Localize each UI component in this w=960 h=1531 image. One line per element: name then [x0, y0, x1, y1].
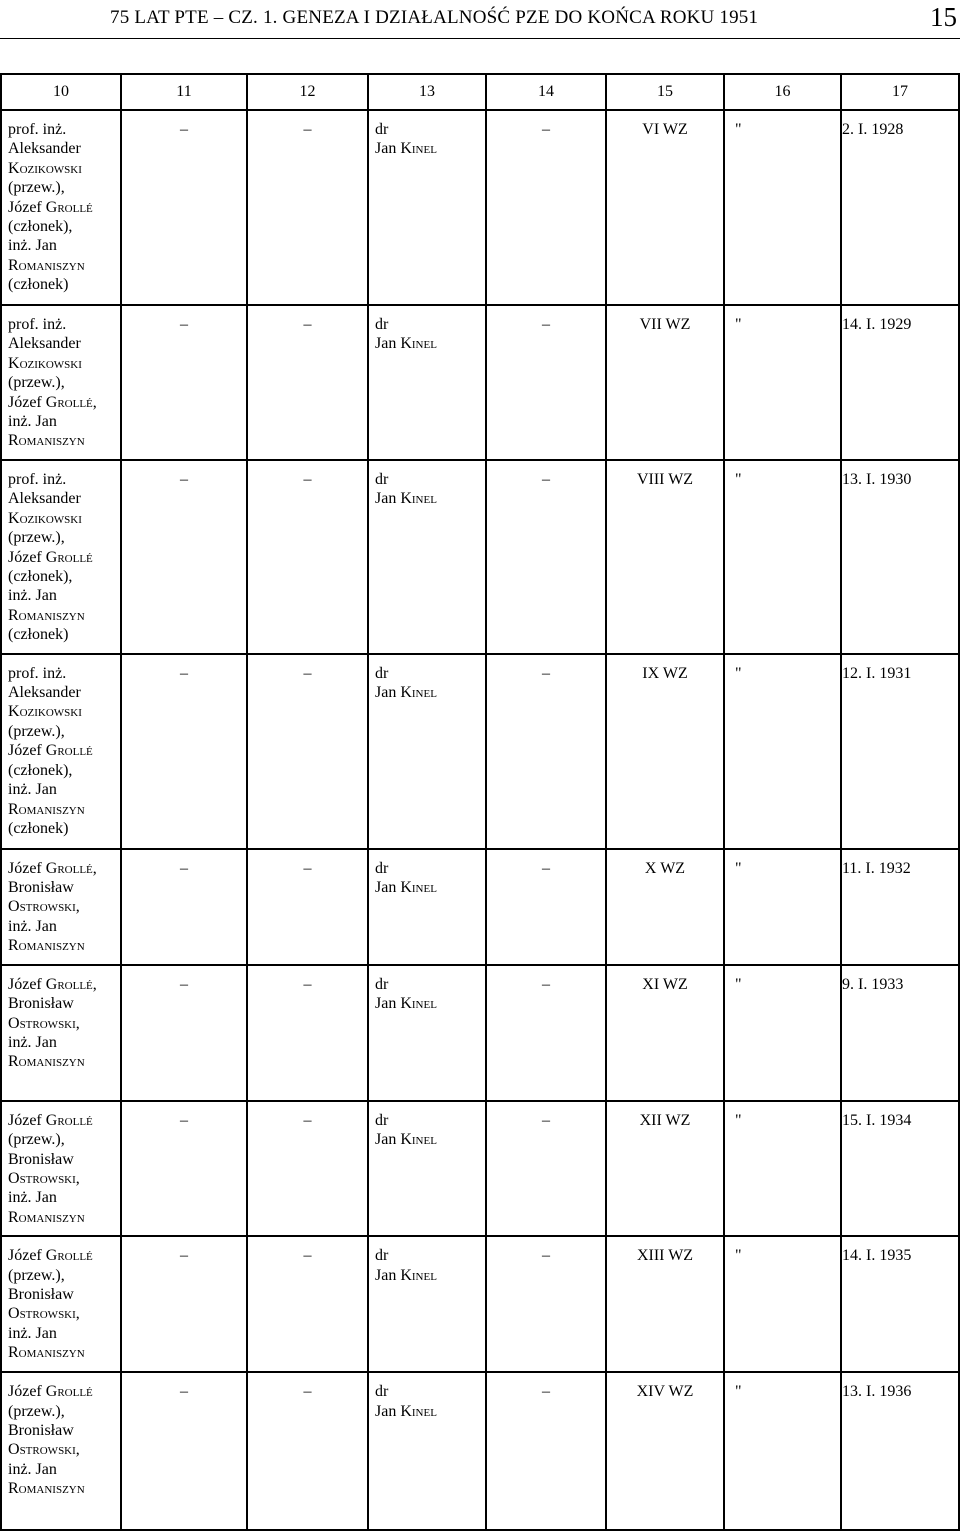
table-row: [1, 460, 959, 654]
cell-line: (członek),: [8, 218, 73, 236]
dash-cell: –: [486, 654, 606, 849]
column-header: 17: [841, 74, 959, 110]
board-members-cell: [1, 654, 121, 849]
cell-line: Romaniszyn: [8, 1344, 85, 1362]
dash-cell: –: [121, 305, 247, 460]
dash-cell: –: [486, 1101, 606, 1236]
cell-line: Kozikowski: [8, 509, 82, 527]
ditto-cell: ": [724, 654, 841, 849]
ditto-cell: ": [724, 305, 841, 460]
cell-line: Ostrowski,: [8, 1169, 80, 1187]
date-cell: 11. I. 1932: [841, 849, 959, 965]
cell-line: inż. Jan: [8, 413, 57, 431]
column-header: 10: [1, 74, 121, 110]
person-cell: [368, 305, 486, 460]
date-cell: 12. I. 1931: [841, 654, 959, 849]
board-members-cell: [1, 849, 121, 965]
cell-line: Aleksander: [8, 490, 81, 508]
dash-cell: –: [247, 1101, 368, 1236]
dash-cell: –: [247, 1236, 368, 1372]
cell-line: (członek): [8, 276, 69, 294]
cell-line: Bronisław: [8, 879, 74, 897]
cell-line: inż. Jan: [8, 587, 57, 605]
page-header: [0, 0, 960, 39]
cell-line: Józef Grollé: [8, 1111, 93, 1129]
board-members-cell: [1, 460, 121, 654]
dash-cell: –: [121, 1236, 247, 1372]
ditto-cell: ": [724, 1101, 841, 1236]
cell-line: dr: [375, 859, 389, 877]
cell-line: Kozikowski: [8, 159, 82, 177]
dash-cell: –: [486, 305, 606, 460]
person-cell: [368, 1101, 486, 1236]
cell-line: Ostrowski,: [8, 1014, 80, 1032]
cell-line: Jan Kinel: [375, 995, 437, 1013]
meeting-cell: VII WZ: [606, 305, 724, 460]
ditto-cell: ": [724, 460, 841, 654]
dash-cell: –: [121, 849, 247, 965]
cell-line: Romaniszyn: [8, 800, 85, 818]
cell-line: Aleksander: [8, 140, 81, 158]
dash-cell: –: [121, 1101, 247, 1236]
person-cell: [368, 965, 486, 1101]
cell-line: dr: [375, 471, 389, 488]
board-members-cell: [1, 110, 121, 305]
cell-line: Romaniszyn: [8, 432, 85, 450]
person-cell: [368, 849, 486, 965]
cell-line: Romaniszyn: [8, 937, 85, 955]
dash-cell: –: [121, 965, 247, 1101]
date-cell: 13. I. 1930: [841, 460, 959, 654]
ditto-cell: ": [724, 849, 841, 965]
table-row: [1, 965, 959, 1101]
cell-line: (przew.),: [8, 374, 65, 392]
meeting-cell: XII WZ: [606, 1101, 724, 1236]
cell-line: Romaniszyn: [8, 1208, 85, 1226]
cell-line: dr: [375, 121, 389, 138]
column-header: 14: [486, 74, 606, 110]
cell-line: inż. Jan: [8, 781, 57, 799]
cell-line: Józef Grollé,: [8, 975, 97, 993]
cell-line: Bronisław: [8, 1285, 74, 1303]
cell-line: Jan Kinel: [375, 1402, 437, 1420]
ditto-cell: ": [724, 965, 841, 1101]
cell-line: inż. Jan: [8, 1033, 57, 1051]
cell-line: Romaniszyn: [8, 606, 85, 624]
dash-cell: –: [486, 965, 606, 1101]
ditto-cell: ": [724, 1372, 841, 1530]
board-members-cell: [1, 1101, 121, 1236]
cell-line: Romaniszyn: [8, 1053, 85, 1071]
cell-line: dr: [375, 316, 389, 333]
table-header-row: [1, 74, 959, 110]
cell-line: Jan Kinel: [375, 335, 437, 353]
table-row: [1, 305, 959, 460]
dash-cell: –: [247, 965, 368, 1101]
dash-cell: –: [121, 110, 247, 305]
table-row: [1, 1236, 959, 1372]
cell-line: Jan Kinel: [375, 1131, 437, 1149]
cell-line: (przew.),: [8, 179, 65, 197]
cell-line: Bronisław: [8, 1150, 74, 1168]
cell-line: (członek): [8, 819, 69, 837]
column-header: 15: [606, 74, 724, 110]
dash-cell: –: [247, 1372, 368, 1530]
dash-cell: –: [247, 110, 368, 305]
date-cell: 14. I. 1935: [841, 1236, 959, 1372]
cell-line: Jan Kinel: [375, 1266, 437, 1284]
cell-line: Bronisław: [8, 995, 74, 1013]
board-members-cell: [1, 305, 121, 460]
table-row: [1, 110, 959, 305]
cell-line: inż. Jan: [8, 237, 57, 255]
table-row: [1, 1372, 959, 1530]
cell-line: inż. Jan: [8, 1324, 57, 1342]
ditto-cell: ": [724, 1236, 841, 1372]
dash-cell: –: [247, 460, 368, 654]
page-number: 15: [930, 2, 957, 32]
cell-line: (przew.),: [8, 722, 65, 740]
person-cell: [368, 654, 486, 849]
column-header: 11: [121, 74, 247, 110]
dash-cell: –: [247, 654, 368, 849]
cell-line: Aleksander: [8, 684, 81, 702]
meeting-cell: VIII WZ: [606, 460, 724, 654]
cell-line: (członek),: [8, 761, 73, 779]
cell-line: Aleksander: [8, 335, 81, 353]
column-header: 16: [724, 74, 841, 110]
meeting-cell: XI WZ: [606, 965, 724, 1101]
cell-line: Kozikowski: [8, 354, 82, 372]
cell-line: Bronisław: [8, 1421, 74, 1439]
dash-cell: –: [121, 1372, 247, 1530]
cell-line: Józef Grollé: [8, 1383, 93, 1401]
dash-cell: –: [121, 654, 247, 849]
date-cell: 15. I. 1934: [841, 1101, 959, 1236]
board-members-cell: [1, 965, 121, 1101]
cell-line: (przew.),: [8, 1402, 65, 1420]
column-header: 12: [247, 74, 368, 110]
data-table: [0, 73, 960, 1531]
person-cell: [368, 110, 486, 305]
cell-line: (członek): [8, 626, 69, 644]
dash-cell: –: [121, 460, 247, 654]
date-cell: 14. I. 1929: [841, 305, 959, 460]
cell-line: Józef Grollé: [8, 1247, 93, 1265]
cell-line: dr: [375, 664, 389, 682]
table-body: [1, 110, 959, 1530]
cell-line: dr: [375, 1111, 389, 1129]
cell-line: (przew.),: [8, 529, 65, 547]
column-header: 13: [368, 74, 486, 110]
meeting-cell: IX WZ: [606, 654, 724, 849]
cell-line: Ostrowski,: [8, 1305, 80, 1323]
cell-line: Jan Kinel: [375, 140, 437, 158]
table-row: [1, 1101, 959, 1236]
dash-cell: –: [486, 1372, 606, 1530]
cell-line: Ostrowski,: [8, 898, 80, 916]
cell-line: prof. inż.: [8, 471, 67, 488]
cell-line: Józef Grollé: [8, 548, 93, 566]
date-cell: 9. I. 1933: [841, 965, 959, 1101]
meeting-cell: XIII WZ: [606, 1236, 724, 1372]
cell-line: prof. inż.: [8, 121, 67, 138]
meeting-cell: VI WZ: [606, 110, 724, 305]
dash-cell: –: [486, 460, 606, 654]
cell-line: Józef Grollé: [8, 198, 93, 216]
table-row: [1, 654, 959, 849]
cell-line: inż. Jan: [8, 1460, 57, 1478]
cell-line: prof. inż.: [8, 316, 67, 333]
cell-line: Ostrowski,: [8, 1441, 80, 1459]
date-cell: 13. I. 1936: [841, 1372, 959, 1530]
dash-cell: –: [486, 849, 606, 965]
board-members-cell: [1, 1236, 121, 1372]
meeting-cell: X WZ: [606, 849, 724, 965]
cell-line: Józef Grollé: [8, 742, 93, 760]
board-members-cell: [1, 1372, 121, 1530]
person-cell: [368, 460, 486, 654]
cell-line: prof. inż.: [8, 664, 67, 682]
ditto-cell: ": [724, 110, 841, 305]
cell-line: Jan Kinel: [375, 879, 437, 897]
table-row: [1, 849, 959, 965]
cell-line: Jan Kinel: [375, 490, 437, 508]
cell-line: (członek),: [8, 568, 73, 586]
date-cell: 2. I. 1928: [841, 110, 959, 305]
cell-line: (przew.),: [8, 1266, 65, 1284]
cell-line: Jan Kinel: [375, 684, 437, 702]
cell-line: Kozikowski: [8, 703, 82, 721]
cell-line: Józef Grollé,: [8, 393, 97, 411]
cell-line: Romaniszyn: [8, 256, 85, 274]
meeting-cell: XIV WZ: [606, 1372, 724, 1530]
person-cell: [368, 1236, 486, 1372]
cell-line: dr: [375, 1247, 389, 1265]
dash-cell: –: [486, 1236, 606, 1372]
cell-line: (przew.),: [8, 1131, 65, 1149]
running-header-title: 75 LAT PTE – CZ. 1. GENEZA I DZIAŁALNOŚĆ PZE DO KOŃCA ROKU 1951: [110, 7, 759, 28]
cell-line: dr: [375, 1383, 389, 1401]
cell-line: inż. Jan: [8, 917, 57, 935]
dash-cell: –: [486, 110, 606, 305]
cell-line: Romaniszyn: [8, 1480, 85, 1498]
cell-line: Józef Grollé,: [8, 859, 97, 877]
dash-cell: –: [247, 849, 368, 965]
dash-cell: –: [247, 305, 368, 460]
person-cell: [368, 1372, 486, 1530]
cell-line: inż. Jan: [8, 1189, 57, 1207]
cell-line: dr: [375, 975, 389, 993]
